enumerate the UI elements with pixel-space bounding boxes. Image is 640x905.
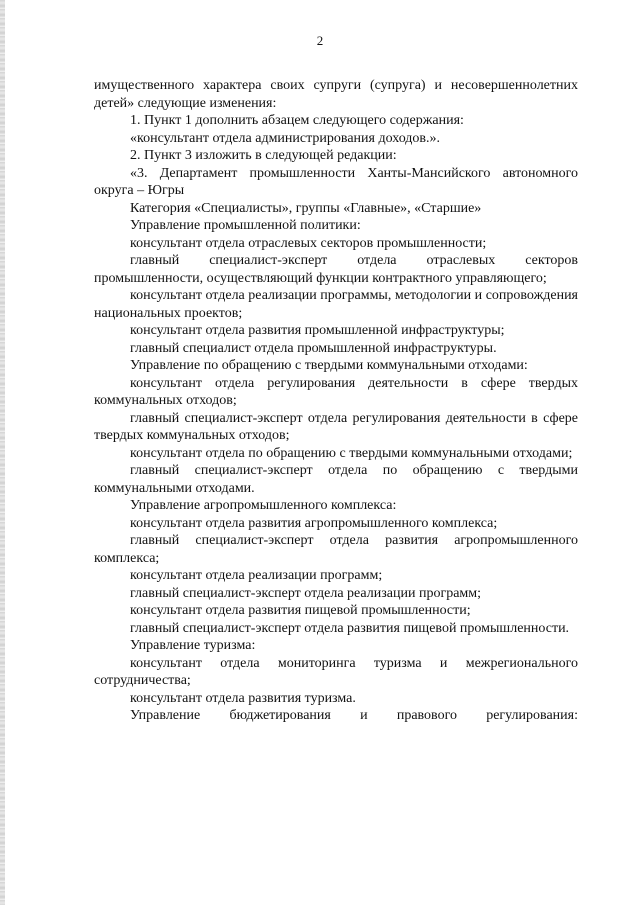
paragraph: консультант отдела развития пищевой промышленности;: [130, 603, 471, 618]
paragraph: консультант отдела развития промышленной инфраструктуры;: [130, 323, 505, 338]
paragraph: консультант отдела отраслевых секторов промышленности;: [130, 235, 487, 251]
paragraph: 2. Пункт 3 изложить в следующей редакции:: [130, 148, 397, 163]
paragraph: главный специалист-эксперт отдела развития агропромышленного комплекса;: [94, 533, 578, 566]
section-heading: Управление по обращению с твердыми коммунальными отходами:: [130, 358, 528, 373]
paragraph: консультант отдела по обращению с твердыми коммунальными отходами;: [130, 445, 573, 461]
page-number: 2: [316, 33, 324, 48]
paragraph: главный специалист-эксперт отдела регулирования деятельности в сфере твердых коммунальных отходов;: [94, 410, 578, 443]
paragraph: консультант отдела регулирования деятельности в сфере твердых коммунальных отходов;: [94, 375, 578, 408]
scan-edge: [0, 0, 5, 905]
paragraph: консультант отдела реализации программы, методологии и сопровождения национальных проектов;: [94, 288, 578, 321]
paragraph: главный специалист-эксперт отдела реализации программ;: [130, 585, 482, 601]
paragraph: консультант отдела развития туризма.: [130, 690, 356, 706]
section-heading: Управление бюджетирования и правового регулирования:: [130, 708, 578, 723]
paragraph: Категория «Специалисты», группы «Главные», «Старшие»: [130, 200, 482, 216]
paragraph: главный специалист-эксперт отдела по обращению с твердыми коммунальными отходами.: [94, 463, 578, 496]
section-heading: Управление агропромышленного комплекса:: [130, 498, 397, 513]
paragraph: главный специалист-эксперт отдела развития пищевой промышленности.: [130, 620, 570, 636]
section-heading: Управление промышленной политики:: [130, 218, 361, 233]
paragraph: «консультант отдела администрирования доходов.».: [130, 130, 441, 146]
paragraph: главный специалист отдела промышленной инфраструктуры.: [130, 340, 497, 356]
paragraph: «3. Департамент промышленности Ханты-Мансийского автономного округа – Югры: [94, 165, 578, 198]
paragraph: имущественного характера своих супруги (супруга) и несовершеннолетних детей» следующие изменения:: [94, 78, 578, 111]
paragraph: 1. Пункт 1 дополнить абзацем следующего содержания:: [130, 113, 464, 128]
paragraph: главный специалист-эксперт отдела отраслевых секторов промышленности, осуществляющий функции контрактного управляющего;: [94, 253, 578, 286]
paragraph: консультант отдела реализации программ;: [130, 568, 383, 583]
paragraph: консультант отдела мониторинга туризма и межрегионального сотрудничества;: [94, 655, 578, 688]
section-heading: Управление туризма:: [130, 638, 256, 653]
document-body: [94, 77, 578, 725]
paragraph: консультант отдела развития агропромышленного комплекса;: [130, 515, 498, 531]
